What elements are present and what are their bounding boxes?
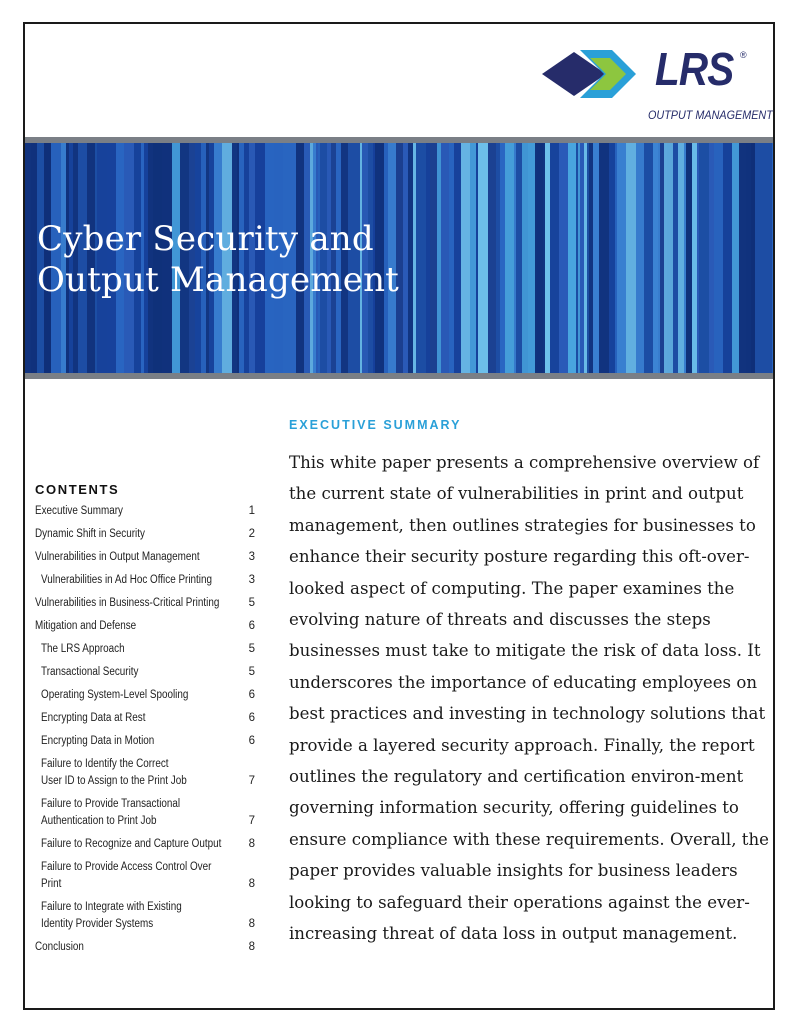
banner-stripe	[658, 143, 660, 373]
banner-stripe	[660, 143, 664, 373]
banner-stripe	[609, 143, 611, 373]
banner-stripe	[522, 143, 528, 373]
banner-stripe	[535, 143, 537, 373]
banner-stripe	[746, 143, 751, 373]
toc-entry-label: Failure to Identify the Correct User ID to Assign to the Print Job	[41, 758, 187, 787]
logo-tagline: OUTPUT MANAGEMENT	[648, 108, 773, 122]
banner-stripe	[732, 143, 739, 373]
toc-entry[interactable]	[35, 710, 260, 727]
document-title-line-2: Output Management	[37, 260, 400, 300]
banner-stripe	[617, 143, 626, 373]
toc-entry-page: 6	[248, 620, 255, 632]
banner-stripe	[593, 143, 599, 373]
toc-entry-page: 5	[248, 666, 255, 678]
toc-entry-page: 8	[248, 918, 255, 930]
toc-entry[interactable]	[35, 526, 260, 543]
toc-entry[interactable]	[35, 503, 260, 520]
toc-entry-page: 3	[248, 551, 255, 563]
toc-entry[interactable]	[35, 756, 260, 790]
toc-entry-label: Failure to Recognize and Capture Output	[41, 838, 222, 850]
banner-bottom-rule	[25, 373, 773, 379]
toc-entry-label: Vulnerabilities in Business-Critical Printing	[35, 597, 220, 609]
banner-stripe	[644, 143, 653, 373]
banner-stripe	[494, 143, 496, 373]
toc-entry-page: 8	[248, 878, 255, 890]
toc-entry-label: Dynamic Shift in Security	[35, 528, 145, 540]
banner-stripe	[673, 143, 678, 373]
toc-entry-label: Failure to Provide Access Control Over Print	[41, 861, 212, 890]
banner-stripe	[476, 143, 478, 373]
banner-stripe	[568, 143, 576, 373]
toc-entry[interactable]	[35, 687, 260, 704]
banner-stripe	[578, 143, 580, 373]
executive-summary-paragraph: This white paper presents a comprehensive overview of the current state of vulnerabilities in print and output management, then outlines strategies for businesses to enhance their security posture regarding this oft-over-looked aspect of computing. The paper examines the evolving nature of threats and discusses the steps businesses must take to mitigate the risk of data loss. It underscores the importance of educating employees on best practices and investing in technology solutions that provide a layered security approach. Finally, the report outlines the regulatory and certification environ-ment governing information security, offering guidelines to ensure compliance with these requirements. Overall, the paper provides valuable insights for business leaders looking to safeguard their operations against the ever-increasing threat of data loss in output management.	[289, 453, 769, 944]
toc-entry[interactable]	[35, 733, 260, 750]
banner-stripe	[664, 143, 667, 373]
toc-entry-page: 5	[248, 597, 255, 609]
banner-stripe	[678, 143, 684, 373]
banner-stripe	[550, 143, 559, 373]
document-title-line-1: Cyber Security and	[37, 219, 374, 259]
banner-stripe	[528, 143, 535, 373]
banner-stripe	[580, 143, 584, 373]
banner-stripe	[543, 143, 545, 373]
banner-stripe	[697, 143, 699, 373]
banner-stripe	[587, 143, 589, 373]
toc-entry-page: 2	[248, 528, 255, 540]
toc-entry[interactable]	[35, 549, 260, 566]
banner-stripe	[584, 143, 587, 373]
banner-stripe	[449, 143, 454, 373]
toc-entry[interactable]	[35, 572, 260, 589]
banner-stripe	[667, 143, 673, 373]
banner-stripe	[413, 143, 416, 373]
banner-stripe	[723, 143, 732, 373]
toc-entry-page: 6	[248, 712, 255, 724]
banner-stripe	[430, 143, 437, 373]
toc-entry-label: Vulnerabilities in Output Management	[35, 551, 200, 563]
toc-entry-page: 8	[248, 941, 255, 953]
banner-stripe	[751, 143, 755, 373]
toc-entry-label: Encrypting Data in Motion	[41, 735, 155, 747]
banner-stripe	[416, 143, 426, 373]
toc-entry-label: Vulnerabilities in Ad Hoc Office Printing	[41, 574, 212, 586]
banner-stripe	[441, 143, 449, 373]
banner-stripe	[408, 143, 413, 373]
toc-entry-page: 6	[248, 689, 255, 701]
executive-summary-heading: EXECUTIVE SUMMARY	[289, 418, 462, 432]
banner-stripe	[626, 143, 636, 373]
toc-entry-label: Transactional Security	[41, 666, 139, 678]
banner-stripe	[461, 143, 470, 373]
banner-stripe	[589, 143, 593, 373]
toc-entry[interactable]	[35, 836, 260, 853]
table-of-contents	[35, 482, 260, 962]
executive-summary-body	[289, 447, 771, 950]
banner-stripe	[437, 143, 441, 373]
toc-entry-label: Encrypting Data at Rest	[41, 712, 146, 724]
toc-entry-label: Conclusion	[35, 941, 84, 953]
banner-stripe	[403, 143, 408, 373]
banner-stripe	[514, 143, 516, 373]
toc-list	[35, 503, 260, 956]
lrs-chevron-icon	[540, 40, 650, 110]
banner-stripe	[739, 143, 746, 373]
toc-entry[interactable]	[35, 595, 260, 612]
banner-stripe	[611, 143, 615, 373]
banner-stripe	[699, 143, 709, 373]
banner-stripe	[516, 143, 522, 373]
banner-stripe	[470, 143, 476, 373]
banner-stripe	[454, 143, 461, 373]
banner-stripe	[559, 143, 568, 373]
banner-stripe	[684, 143, 686, 373]
toc-entry-label: Failure to Provide Transactional Authentication to Print Job	[41, 798, 181, 827]
toc-entry-label: The LRS Approach	[41, 643, 125, 655]
toc-entry-page: 6	[248, 735, 255, 747]
title-banner	[25, 143, 773, 373]
toc-entry-page: 8	[248, 838, 255, 850]
banner-stripe	[692, 143, 697, 373]
banner-stripe	[505, 143, 514, 373]
banner-stripe	[599, 143, 609, 373]
banner-stripe	[709, 143, 714, 373]
toc-entry-label: Failure to Integrate with Existing Identity Provider Systems	[41, 901, 182, 930]
banner-stripe	[714, 143, 723, 373]
toc-entry-page: 5	[248, 643, 255, 655]
toc-entry-page: 1	[248, 505, 255, 517]
banner-stripe	[500, 143, 505, 373]
banner-stripe	[762, 143, 772, 373]
logo-wordmark: LRS	[655, 43, 734, 95]
banner-stripe	[686, 143, 692, 373]
toc-entry-label: Operating System-Level Spooling	[41, 689, 189, 701]
toc-entry-label: Executive Summary	[35, 505, 123, 517]
toc-entry[interactable]	[35, 859, 260, 893]
document-title	[37, 219, 399, 301]
toc-entry-page: 7	[248, 775, 255, 787]
banner-stripe	[545, 143, 550, 373]
toc-entry-page: 7	[248, 815, 255, 827]
toc-entry[interactable]	[35, 664, 260, 681]
banner-stripe	[478, 143, 488, 373]
toc-entry[interactable]	[35, 618, 260, 635]
logo-registered-mark: ®	[740, 50, 747, 60]
banner-stripe	[537, 143, 543, 373]
toc-entry-label: Mitigation and Defense	[35, 620, 137, 632]
banner-stripe	[653, 143, 658, 373]
banner-stripe	[496, 143, 500, 373]
banner-stripe	[488, 143, 494, 373]
toc-entry-page: 3	[248, 574, 255, 586]
toc-entry[interactable]	[35, 796, 260, 830]
contents-heading: CONTENTS	[35, 482, 120, 497]
banner-stripe	[755, 143, 762, 373]
banner-stripe	[636, 143, 644, 373]
banner-stripe	[576, 143, 578, 373]
lrs-logo	[540, 40, 773, 126]
toc-entry[interactable]	[35, 899, 260, 933]
banner-stripe	[426, 143, 430, 373]
toc-entry[interactable]	[35, 641, 260, 658]
banner-stripe	[615, 143, 617, 373]
banner-stripe	[772, 143, 773, 373]
banner-stripe	[25, 143, 31, 373]
toc-entry[interactable]	[35, 939, 260, 956]
